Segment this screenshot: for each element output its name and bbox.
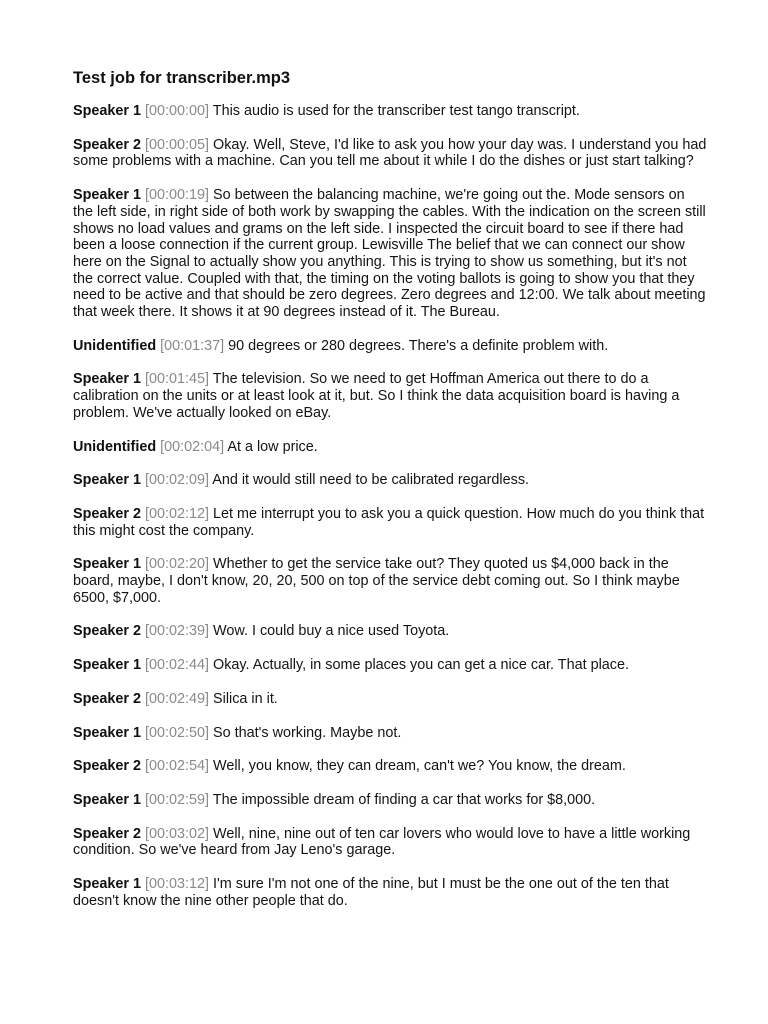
utterance-text: Whether to get the service take out? They quoted us $4,000 back in the board, maybe, I don't know, 20, 20, 500 on top of the service debt coming out. So I think maybe 6500, $7,000. bbox=[73, 556, 680, 606]
utterance-text: Okay. Actually, in some places you can get a nice car. That place. bbox=[213, 657, 629, 674]
timestamp: [00:00:00] bbox=[145, 103, 210, 119]
utterance-text: I'm sure I'm not one of the nine, but I must be the one out of the ten that doesn't know the nine other people that do. bbox=[73, 876, 669, 909]
speaker-label: Speaker 2 bbox=[73, 623, 142, 640]
timestamp: [00:02:49] bbox=[145, 690, 210, 707]
transcript-entry bbox=[73, 792, 708, 809]
transcript-entry bbox=[73, 876, 708, 909]
speaker-label: Speaker 1 bbox=[73, 472, 142, 489]
timestamp: [00:00:05] bbox=[145, 136, 210, 153]
timestamp: [00:02:09] bbox=[145, 472, 210, 489]
utterance-text: Wow. I could buy a nice used Toyota. bbox=[213, 623, 450, 640]
timestamp: [00:02:20] bbox=[145, 556, 210, 573]
transcript-entry bbox=[73, 439, 708, 456]
transcript-entry bbox=[73, 137, 708, 170]
transcript-entry bbox=[73, 187, 708, 321]
transcript-entry bbox=[73, 556, 708, 606]
timestamp: [00:03:02] bbox=[145, 825, 210, 842]
speaker-label: Speaker 2 bbox=[73, 690, 142, 707]
utterance-text: And it would still need to be calibrated regardless. bbox=[212, 472, 530, 489]
speaker-label: Speaker 2 bbox=[73, 136, 142, 153]
speaker-label: Speaker 2 bbox=[73, 825, 142, 842]
timestamp: [00:02:59] bbox=[145, 791, 210, 808]
speaker-label: Speaker 1 bbox=[73, 556, 142, 573]
transcript-entry bbox=[73, 725, 708, 742]
transcript-entries bbox=[73, 103, 708, 910]
timestamp: [00:02:50] bbox=[145, 724, 210, 741]
transcript-entry bbox=[73, 506, 708, 539]
timestamp: [00:02:54] bbox=[145, 758, 210, 775]
speaker-label: Speaker 1 bbox=[73, 657, 142, 674]
timestamp: [00:01:37] bbox=[160, 337, 225, 354]
transcript-entry bbox=[73, 826, 708, 859]
utterance-text: So that's working. Maybe not. bbox=[213, 724, 402, 741]
timestamp: [00:02:04] bbox=[160, 438, 225, 455]
speaker-label: Speaker 2 bbox=[73, 758, 142, 775]
transcript-entry bbox=[73, 371, 708, 421]
speaker-label: Unidentified bbox=[73, 438, 157, 455]
utterance-text: The television. So we need to get Hoffman America out there to do a calibration on the units or at least look at it, but. So I think the data acquisition board is having a problem. We've actually looked on eBay. bbox=[73, 371, 680, 421]
utterance-text: Well, nine, nine out of ten car lovers who would love to have a little working condition. So we've heard from Jay Leno's garage. bbox=[73, 825, 691, 859]
timestamp: [00:02:44] bbox=[145, 657, 210, 674]
transcript-entry bbox=[73, 623, 708, 640]
speaker-label: Speaker 1 bbox=[73, 724, 142, 741]
timestamp: [00:00:19] bbox=[145, 187, 210, 204]
timestamp: [00:02:39] bbox=[145, 623, 210, 640]
transcript-entry bbox=[73, 338, 708, 355]
document-title: Test job for transcriber.mp3 bbox=[73, 69, 290, 87]
utterance-text: Okay. Well, Steve, I'd like to ask you how your day was. I understand you had some problems with a machine. Can you tell me about it while I do the dishes or just start talking? bbox=[73, 136, 707, 170]
utterance-text: Silica in it. bbox=[213, 690, 278, 707]
transcript-entry bbox=[73, 691, 708, 708]
utterance-text: 90 degrees or 280 degrees. There's a definite problem with. bbox=[228, 337, 609, 354]
utterance-text: At a low price. bbox=[227, 438, 318, 455]
speaker-label: Speaker 1 bbox=[73, 791, 142, 808]
timestamp: [00:02:12] bbox=[145, 505, 210, 522]
transcript-entry bbox=[73, 758, 708, 775]
utterance-text: Well, you know, they can dream, can't we? You know, the dream. bbox=[213, 758, 626, 775]
transcript-entry bbox=[73, 657, 708, 674]
transcript-entry bbox=[73, 472, 708, 489]
transcript-entry bbox=[73, 103, 708, 120]
speaker-label: Unidentified bbox=[73, 337, 157, 354]
speaker-label: Speaker 2 bbox=[73, 505, 142, 522]
timestamp: [00:01:45] bbox=[145, 371, 210, 388]
utterance-text: Let me interrupt you to ask you a quick question. How much do you think that this might cost the company. bbox=[73, 505, 705, 539]
utterance-text: So between the balancing machine, we're going out the. Mode sensors on the left side, in right side of both work by swapping the cables. With the indication on the screen still shows no load values and grams on the left side. I inspected the circuit board to see if there had been a loose connection if the current group. Lewisville The belief that we can connect our show here on the Signal to actually show you anything. This is trying to show us something, but it's not the correct value. Coupled with that, the timing on the voting ballots is going to show you that they need to be active and that should be zero degrees. Zero degrees and 12:00. We talk about meeting that week there. It shows it at 90 degrees instead of it. The Bureau. bbox=[73, 187, 706, 321]
timestamp: [00:03:12] bbox=[145, 876, 210, 893]
speaker-label: Speaker 1 bbox=[73, 876, 142, 893]
speaker-label: Speaker 1 bbox=[73, 371, 142, 388]
speaker-label: Speaker 1 bbox=[73, 187, 142, 204]
speaker-label: Speaker 1 bbox=[73, 103, 142, 119]
utterance-text: This audio is used for the transcriber test tango transcript. bbox=[212, 103, 580, 119]
utterance-text: The impossible dream of finding a car that works for $8,000. bbox=[212, 791, 596, 808]
